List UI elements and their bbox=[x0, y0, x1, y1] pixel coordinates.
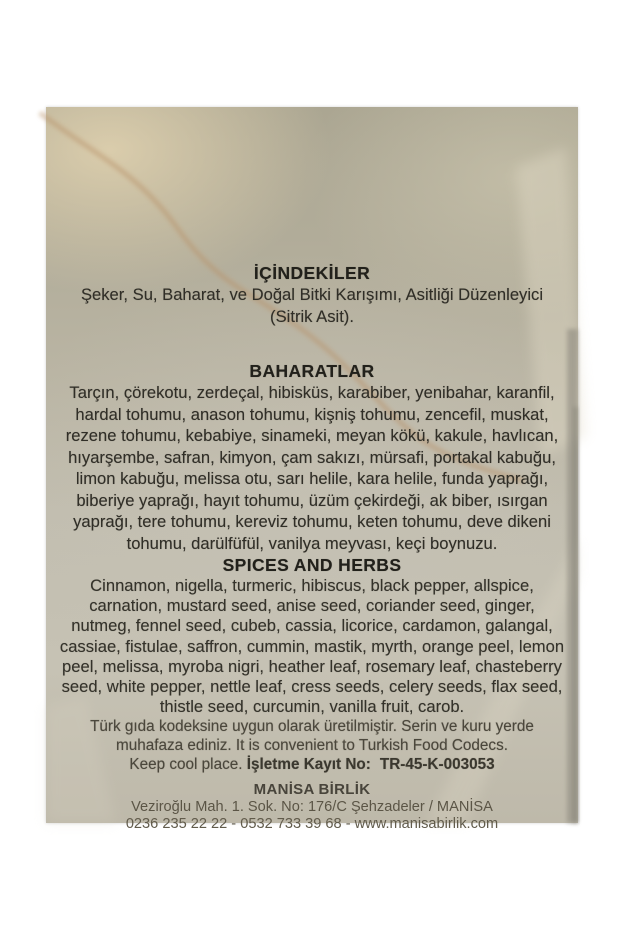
spices-english-text bbox=[46, 576, 578, 717]
text-line: hıyarşembe, safran, kimyon, çam sakızı, mürsafi, portakal kabuğu, bbox=[68, 447, 556, 467]
text-line: (Sitrik Asit). bbox=[270, 306, 354, 326]
company-contact: 0236 235 22 22 - 0532 733 39 68 - www.manisabirlik.com bbox=[125, 816, 499, 833]
ingredients-heading: İÇİNDEKİLER bbox=[253, 263, 371, 283]
registration-number: TR-45-K-003053 bbox=[379, 756, 495, 774]
text-line: hardal tohumu, anason tohumu, kişniş tohumu, zencefil, muskat, bbox=[75, 404, 549, 424]
company-address: Veziroğlu Mah. 1. Sok. No: 176/C Şehzadeler / MANİSA bbox=[131, 799, 493, 816]
company-info bbox=[46, 781, 578, 833]
notice-line: Türk gıda kodeksine uygun olarak üretilmiştir. Serin ve kuru yerde bbox=[90, 718, 534, 736]
label-photo bbox=[46, 107, 578, 833]
registration-label: İşletme Kayıt No: bbox=[246, 756, 371, 774]
label-content bbox=[46, 107, 578, 833]
registration-line bbox=[46, 755, 578, 774]
notice-line: muhafaza ediniz. It is convenient to Turkish Food Codecs. bbox=[116, 737, 508, 755]
text-line: nutmeg, fennel seed, cubeb, cassia, licorice, cardamon, galangal, bbox=[71, 616, 553, 636]
text-line: yaprağı, tere tohumu, kereviz tohumu, keten tohumu, deve dikeni bbox=[73, 512, 551, 531]
text-line: limon kabuğu, melissa otu, sarı helile, kara helile, funda yaprağı, bbox=[75, 469, 549, 488]
text-line: tohumu, darülfüfül, vanilya meyvası, keçi boynuzu. bbox=[126, 533, 498, 553]
spices-turkish-heading: BAHARATLAR bbox=[249, 361, 375, 381]
storage-notice bbox=[46, 717, 578, 774]
text-line: rezene tohumu, kebabiye, sinameki, meyan kökü, kakule, havlıcan, bbox=[65, 426, 559, 445]
section-gap bbox=[46, 327, 578, 360]
spices-turkish-text bbox=[46, 382, 578, 554]
text-line: peel, melissa, myroba nigri, heather leaf, rosemary leaf, chasteberry bbox=[62, 656, 562, 676]
company-name: MANİSA BİRLİK bbox=[253, 781, 371, 799]
text-line: carnation, mustard seed, anise seed, coriander seed, ginger, bbox=[89, 596, 535, 616]
text-line: Cinnamon, nigella, turmeric, hibiscus, black pepper, allspice, bbox=[90, 576, 534, 595]
text-line: seed, white pepper, nettle leaf, cress seeds, celery seeds, flax seed, bbox=[61, 677, 563, 697]
spices-english-heading: SPICES AND HERBS bbox=[222, 555, 402, 575]
ingredients-text bbox=[46, 284, 578, 327]
text-line: cassiae, fistulae, saffron, cummin, mastik, myrth, orange peel, lemon bbox=[59, 636, 565, 656]
text-line: thistle seed, curcumin, vanilla fruit, carob. bbox=[159, 697, 465, 717]
text-line: Şeker, Su, Baharat, ve Doğal Bitki Karışımı, Asitliği Düzenleyici bbox=[80, 285, 544, 304]
text-line: biberiye yaprağı, hayıt tohumu, üzüm çekirdeği, ak biber, ısırgan bbox=[76, 490, 548, 510]
text-line: Tarçın, çörekotu, zerdeçal, hibisküs, karabiber, yenibahar, karanfil, bbox=[69, 383, 555, 402]
keep-cool-text: Keep cool place. bbox=[129, 756, 247, 774]
